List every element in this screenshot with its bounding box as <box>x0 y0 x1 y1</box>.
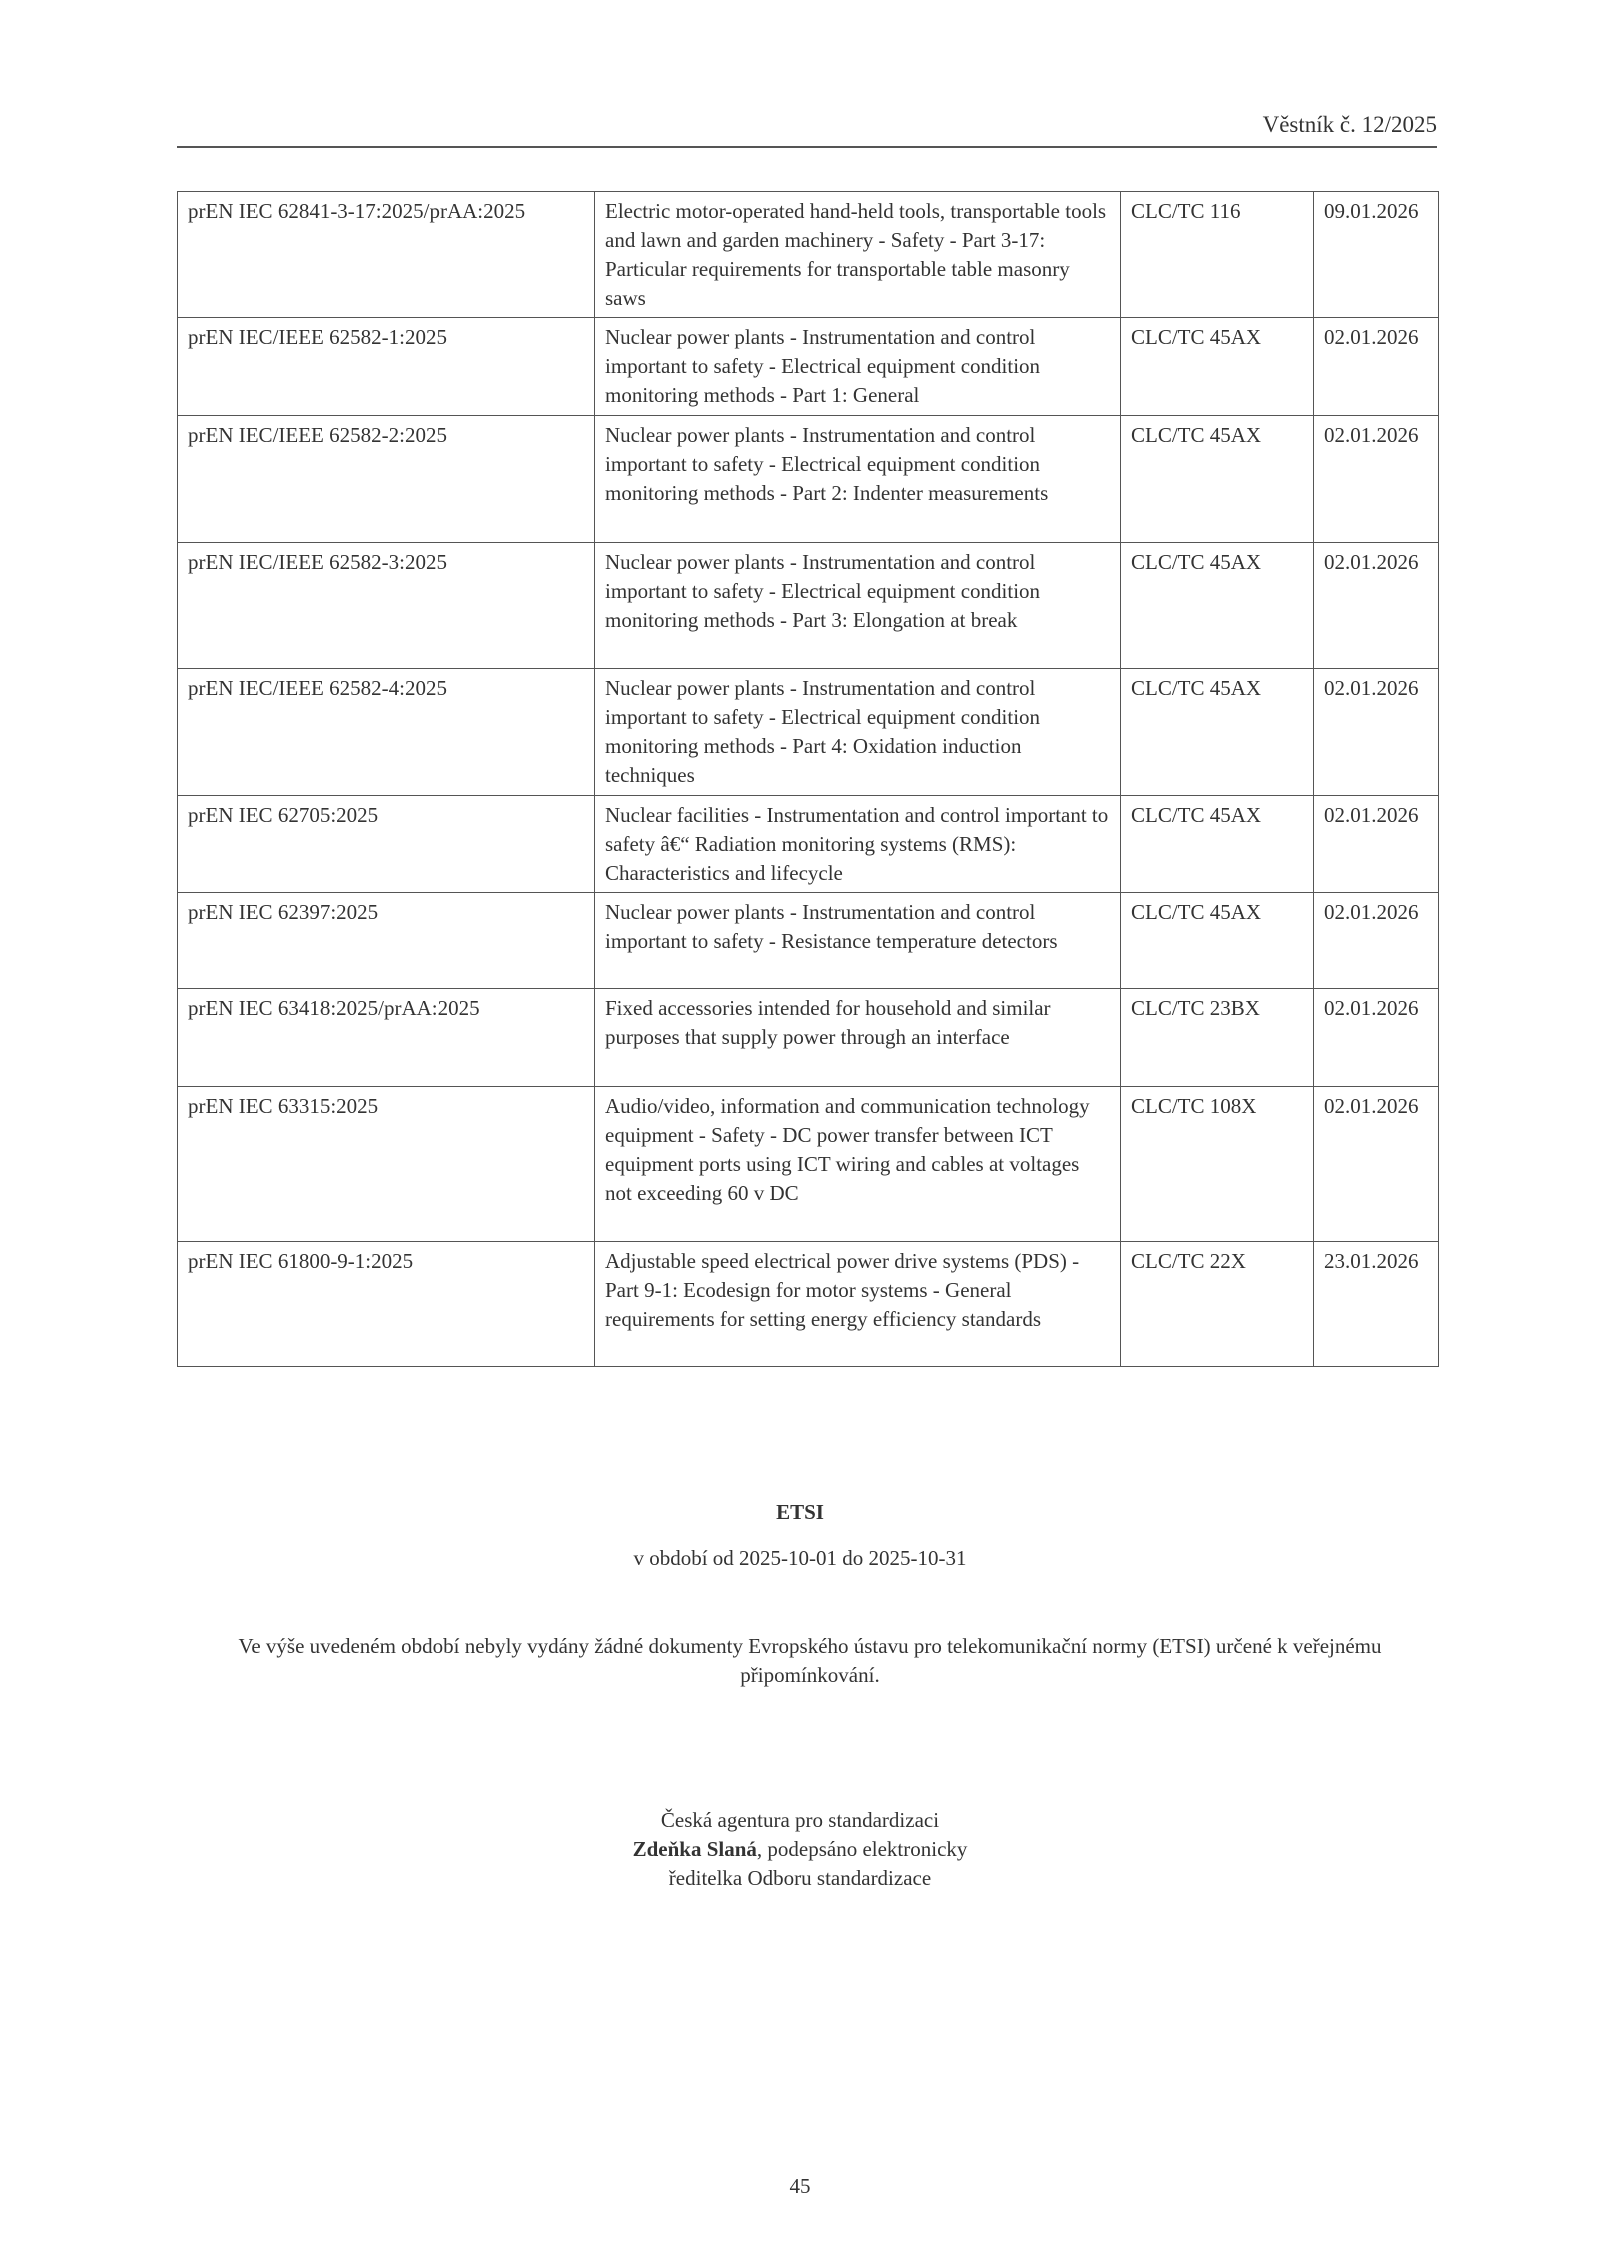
etsi-heading: ETSI <box>776 1500 824 1524</box>
cell-committee: CLC/TC 116 <box>1121 192 1314 318</box>
cell-date: 09.01.2026 <box>1314 192 1439 318</box>
cell-code: prEN IEC 63315:2025 <box>178 1087 595 1242</box>
table-row <box>178 1242 1439 1367</box>
signature-line <box>0 1835 1600 1864</box>
etsi-text: Ve výše uvedeném období nebyly vydány žádné dokumenty Evropského ústavu pro telekomunikační normy (ETSI) určené k veřejnému připomínkování. <box>238 1634 1382 1687</box>
cell-committee: CLC/TC 45AX <box>1121 543 1314 669</box>
table-row <box>178 192 1439 318</box>
signature-role: ředitelka Odboru standardizace <box>668 1866 932 1890</box>
page-number: 45 <box>789 2174 811 2198</box>
table-row <box>178 543 1439 669</box>
cell-title: Nuclear power plants - Instrumentation and control important to safety - Electrical equipment condition monitoring methods - Part 4: Oxidation induction techniques <box>595 669 1121 796</box>
cell-title: Adjustable speed electrical power drive systems (PDS) - Part 9-1: Ecodesign for motor systems - General requirements for setting energy efficiency standards <box>595 1242 1121 1367</box>
cell-committee: CLC/TC 45AX <box>1121 318 1314 416</box>
cell-title: Electric motor-operated hand-held tools, transportable tools and lawn and garden machinery - Safety - Part 3-17: Particular requirements for transportable table masonry saws <box>595 192 1121 318</box>
table-row <box>178 669 1439 796</box>
cell-code: prEN IEC/IEEE 62582-1:2025 <box>178 318 595 416</box>
cell-code: prEN IEC 63418:2025/prAA:2025 <box>178 989 595 1087</box>
cell-title: Fixed accessories intended for household and similar purposes that supply power through an interface <box>595 989 1121 1087</box>
cell-code: prEN IEC 61800-9-1:2025 <box>178 1242 595 1367</box>
cell-code: prEN IEC 62705:2025 <box>178 796 595 893</box>
cell-committee: CLC/TC 45AX <box>1121 416 1314 543</box>
cell-code: prEN IEC/IEEE 62582-4:2025 <box>178 669 595 796</box>
table-row <box>178 893 1439 989</box>
cell-committee: CLC/TC 45AX <box>1121 796 1314 893</box>
header-divider <box>177 146 1437 148</box>
journal-header: Věstník č. 12/2025 <box>1262 112 1437 137</box>
signed-note: , podepsáno elektronicky <box>756 1837 968 1861</box>
table-row <box>178 416 1439 543</box>
cell-committee: CLC/TC 108X <box>1121 1087 1314 1242</box>
cell-title: Audio/video, information and communication technology equipment - Safety - DC power transfer between ICT equipment ports using ICT wiring and cables at voltages not exceeding 60 v DC <box>595 1087 1121 1242</box>
cell-committee: CLC/TC 23BX <box>1121 989 1314 1087</box>
cell-code: prEN IEC 62841-3-17:2025/prAA:2025 <box>178 192 595 318</box>
cell-date: 02.01.2026 <box>1314 893 1439 989</box>
cell-committee: CLC/TC 45AX <box>1121 669 1314 796</box>
table-row <box>178 1087 1439 1242</box>
table-row <box>178 989 1439 1087</box>
cell-title: Nuclear facilities - Instrumentation and control important to safety â€“ Radiation monitoring systems (RMS): Characteristics and lifecycle <box>595 796 1121 893</box>
cell-date: 02.01.2026 <box>1314 543 1439 669</box>
cell-date: 02.01.2026 <box>1314 989 1439 1087</box>
cell-committee: CLC/TC 22X <box>1121 1242 1314 1367</box>
cell-title: Nuclear power plants - Instrumentation and control important to safety - Electrical equipment condition monitoring methods - Part 3: Elongation at break <box>595 543 1121 669</box>
cell-code: prEN IEC 62397:2025 <box>178 893 595 989</box>
etsi-period: v období od 2025-10-01 do 2025-10-31 <box>633 1546 967 1570</box>
signature-org: Česká agentura pro standardizaci <box>660 1808 940 1832</box>
cell-title: Nuclear power plants - Instrumentation and control important to safety - Electrical equipment condition monitoring methods - Part 1: General <box>595 318 1121 416</box>
cell-date: 23.01.2026 <box>1314 1242 1439 1367</box>
cell-date: 02.01.2026 <box>1314 318 1439 416</box>
cell-date: 02.01.2026 <box>1314 416 1439 543</box>
cell-title: Nuclear power plants - Instrumentation and control important to safety - Electrical equipment condition monitoring methods - Part 2: Indenter measurements <box>595 416 1121 543</box>
table-row <box>178 796 1439 893</box>
cell-date: 02.01.2026 <box>1314 669 1439 796</box>
cell-committee: CLC/TC 45AX <box>1121 893 1314 989</box>
cell-date: 02.01.2026 <box>1314 1087 1439 1242</box>
cell-date: 02.01.2026 <box>1314 796 1439 893</box>
cell-code: prEN IEC/IEEE 62582-3:2025 <box>178 543 595 669</box>
standards-table <box>177 191 1439 1367</box>
cell-code: prEN IEC/IEEE 62582-2:2025 <box>178 416 595 543</box>
signature-block <box>0 1806 1600 1893</box>
signatory-name: Zdeňka Slaná <box>632 1837 757 1861</box>
cell-title: Nuclear power plants - Instrumentation and control important to safety - Resistance temperature detectors <box>595 893 1121 989</box>
table-row <box>178 318 1439 416</box>
